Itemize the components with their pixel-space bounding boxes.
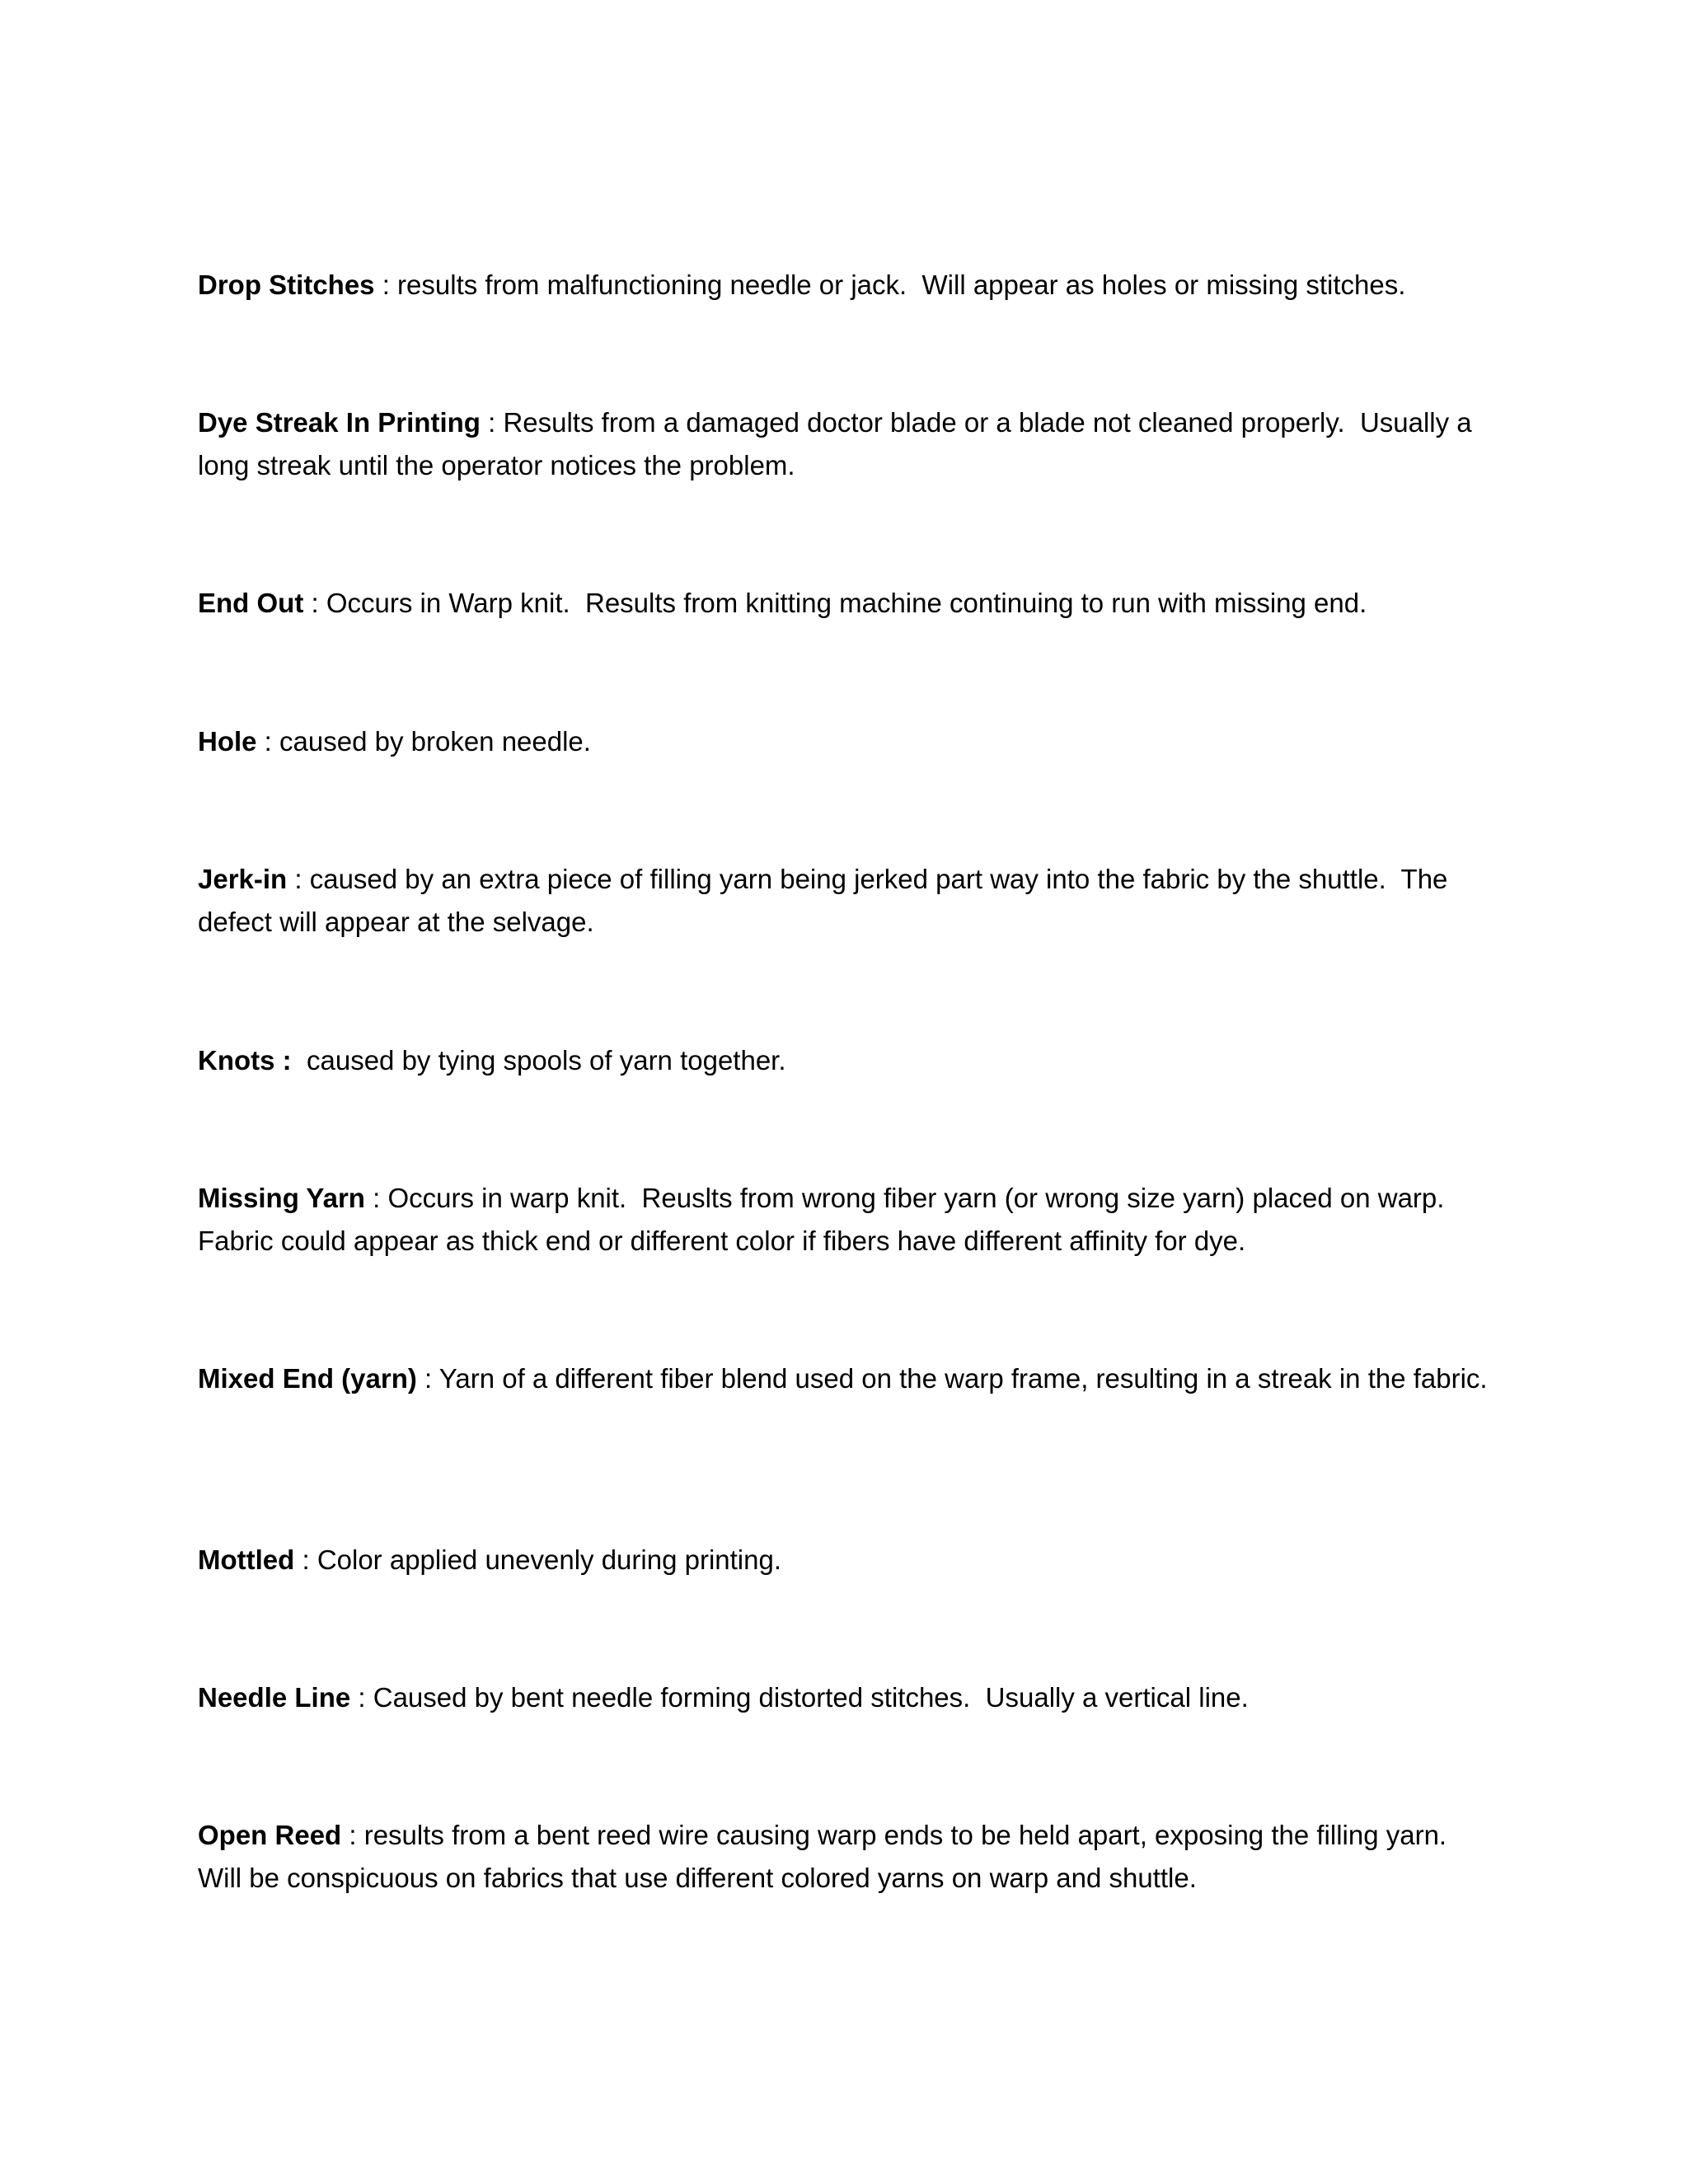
defect-entry-drop-stitches [198, 264, 1500, 307]
defect-entry-end-out [198, 582, 1500, 625]
defect-entry-dye-streak [198, 401, 1500, 487]
defect-entry-knots [198, 1039, 1500, 1082]
defect-entry-missing-yarn [198, 1177, 1500, 1263]
defect-term: Needle Line [198, 1682, 351, 1713]
defect-entry-jerk-in [198, 858, 1500, 944]
defect-definition: : Occurs in warp knit. Reuslts from wrong fiber yarn (or wrong size yarn) placed on warp. Fabric could appear as thick end or different color if fibers have different affinity for dye. [198, 1183, 1460, 1256]
defect-entry-mottled [198, 1539, 1500, 1582]
defect-entry-mixed-end [198, 1357, 1500, 1400]
defect-term: End Out [198, 588, 304, 618]
defect-term: Dye Streak In Printing [198, 407, 481, 438]
defect-definition: : Yarn of a different fiber blend used on the warp frame, resulting in a streak in the fabric. [416, 1363, 1488, 1394]
defect-definition: : results from a bent reed wire causing warp ends to be held apart, exposing the filling yarn. Will be conspicuous on fabrics that use different colored yarns on warp and shuttle. [198, 1820, 1462, 1893]
defect-definition: : caused by broken needle. [256, 726, 591, 757]
defect-definition: caused by tying spools of yarn together. [291, 1045, 786, 1076]
defect-definition: : Results from a damaged doctor blade or a blade not cleaned properly. Usually a long streak until the operator notices the problem. [198, 407, 1479, 480]
defect-term: Knots : [198, 1045, 292, 1076]
defect-entry-hole [198, 720, 1500, 763]
defect-definition: : caused by an extra piece of filling yarn being jerked part way into the fabric by the shuttle. The defect will appear at the selvage. [198, 864, 1456, 937]
defect-term: Open Reed [198, 1820, 342, 1850]
defect-entry-open-reed [198, 1814, 1500, 1900]
defect-term: Drop Stitches [198, 269, 375, 300]
defect-definition: : results from malfunctioning needle or jack. Will appear as holes or missing stitches. [374, 269, 1406, 300]
defect-term: Missing Yarn [198, 1183, 365, 1213]
defect-term: Mixed End (yarn) [198, 1363, 417, 1394]
defect-definition: : Caused by bent needle forming distorted stitches. Usually a vertical line. [350, 1682, 1249, 1713]
defect-definition: : Color applied unevenly during printing. [294, 1544, 782, 1575]
defect-entry-needle-line [198, 1676, 1500, 1719]
defect-term: Mottled [198, 1544, 295, 1575]
defect-term: Jerk-in [198, 864, 288, 894]
defect-definition: : Occurs in Warp knit. Results from knitting machine continuing to run with missing end. [303, 588, 1367, 618]
defect-term: Hole [198, 726, 257, 757]
